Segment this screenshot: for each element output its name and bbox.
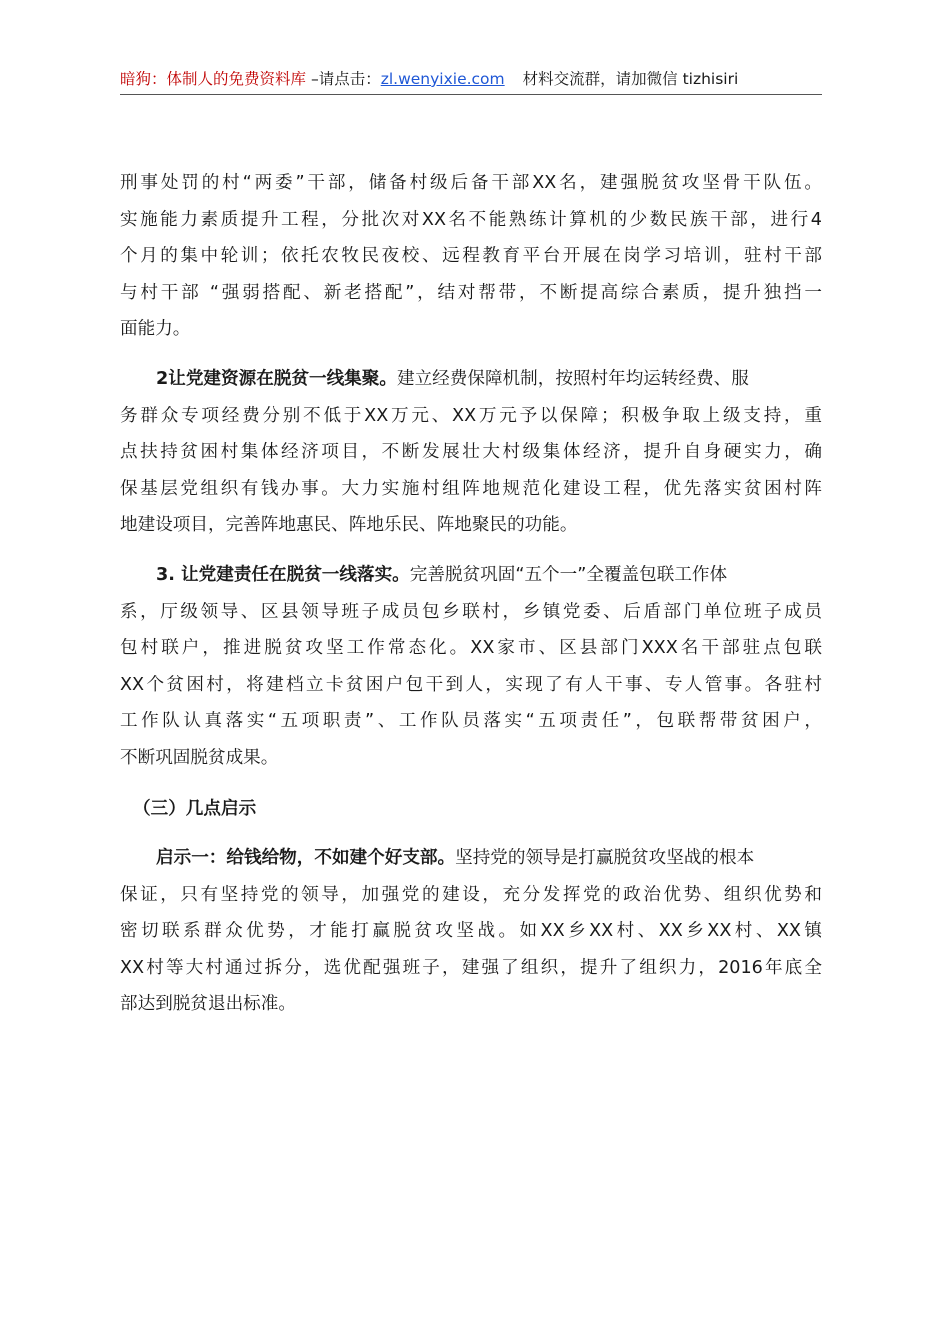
text-line: 不断巩固脱贫成果。 <box>120 747 279 768</box>
text-line: 实施能力素质提升工程，分批次对XX名不能熟练计算机的少数民族干部，进行4 <box>120 209 822 230</box>
text-line: 与村干部 “强弱搭配、新老搭配”，结对帮带，不断提高综合素质，提升独挡一 <box>120 282 822 303</box>
section-heading: （三）几点启示 <box>133 798 257 819</box>
paragraph-text: 完善脱贫巩固“五个一”全覆盖包联工作体 <box>409 564 728 585</box>
text-line: XX个贫困村，将建档立卡贫困户包干到人，实现了有人干事、专人管事。各驻村 <box>120 674 822 695</box>
page-header <box>120 68 822 95</box>
text-line: 刑事处罚的村“两委”干部，储备村级后备干部XX名，建强脱贫攻坚骨干队伍。 <box>120 173 822 193</box>
paragraph-2 <box>120 361 822 544</box>
text-line: 务群众专项经费分别不低于XX万元、XX万元予以保障；积极争取上级支持，重 <box>120 405 822 426</box>
paragraph-first-line <box>120 557 822 594</box>
text-line: XX村等大村通过拆分，选优配强班子，建强了组织，提升了组织力，2016年底全 <box>120 957 822 978</box>
paragraph-4 <box>120 840 822 1023</box>
paragraph-3 <box>120 557 822 777</box>
paragraph-text: 建立经费保障机制，按照村年均运转经费、服 <box>396 368 749 389</box>
text-line: 保证，只有坚持党的领导，加强党的建设，充分发挥党的政治优势、组织优势和 <box>120 884 822 905</box>
header-link[interactable]: zl.wenyixie.com <box>380 70 505 88</box>
text-line: 个月的集中轮训；依托农牧民夜校、远程教育平台开展在岗学习培训，驻村干部 <box>120 246 822 267</box>
text-line: 面能力。 <box>120 319 191 340</box>
text-line: 保基层党组织有钱办事。大力实施村组阵地规范化建设工程，优先落实贫困村阵 <box>120 478 822 499</box>
paragraph-first-line <box>120 361 822 398</box>
text-line: 地建设项目，完善阵地惠民、阵地乐民、阵地聚民的功能。 <box>120 515 578 536</box>
paragraph-text: 坚持党的领导是打赢脱贫攻坚战的根本 <box>455 848 755 869</box>
text-line: 点扶持贫困村集体经济项目，不断发展壮大村级集体经济，提升自身硬实力，确 <box>120 442 822 463</box>
paragraph-heading: 3. 让党建责任在脱贫一线落实。 <box>156 564 410 585</box>
header-contact: 材料交流群，请加微信 tizhisiri <box>522 70 739 88</box>
text-line: 包村联户，推进脱贫攻坚工作常态化。XX家市、区县部门XXX名干部驻点包联 <box>120 638 822 659</box>
paragraph-heading: 2让党建资源在脱贫一线集聚。 <box>156 368 397 389</box>
header-brand: 暗狗：体制人的免费资料库 <box>120 70 307 88</box>
text-line: 部达到脱贫退出标准。 <box>120 994 296 1015</box>
header-prompt: –请点击： <box>306 70 381 88</box>
document-body <box>120 165 822 1023</box>
text-line: 工作队认真落实“五项职责”、工作队员落实“五项责任”，包联帮带贫困户， <box>120 711 822 732</box>
text-line: 密切联系群众优势，才能打赢脱贫攻坚战。如XX乡XX村、XX乡XX村、XX镇 <box>120 921 822 942</box>
paragraph-1 <box>120 165 822 348</box>
paragraph-first-line <box>120 840 822 877</box>
text-line: 系，厅级领导、区县领导班子成员包乡联村，乡镇党委、后盾部门单位班子成员 <box>120 601 822 622</box>
paragraph-heading: 启示一：给钱给物，不如建个好支部。 <box>156 848 456 869</box>
